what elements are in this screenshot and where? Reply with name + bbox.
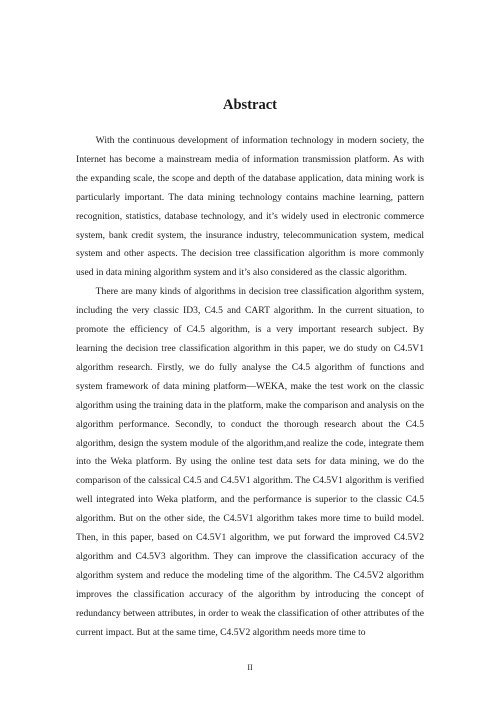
abstract-paragraph-2: There are many kinds of algorithms in decision tree classification algorithm system, including the very classic ID3, C4.5 and CART algorithm. In the current situation, to promote the efficiency of C4.5 algorithm, is a very important research subject. By learning the decision tree classification algorithm in this paper, we do study on C4.5V1 algorithm research. Firstly, we do fully analyse the C4.5 algorithm of functions and system framework of data mining platform—WEKA, make the test work on the classic algorithm using the training data in the platform, make the comparison and analysis on the algorithm performance. Secondly, to conduct the thorough research about the C4.5 algorithm, design the system module of the algorithm,and realize the code, integrate them into the Weka platform. By using the online test data sets for data mining, we do the comparison of the calssical C4.5 and C4.5V1 algorithm. The C4.5V1 algorithm is verified well integrated into Weka platform, and the performance is superior to the classic C4.5 algorithm. But on the other side, the C4.5V1 algorithm takes more time to build model. Then, in this paper, based on C4.5V1 algorithm, we put forward the improved C4.5V2 algorithm and C4.5V3 algorithm. They can improve the classification accuracy of the algorithm system and reduce the modeling time of the algorithm. The C4.5V2 algorithm improves the classification accuracy of the algorithm by introducing the concept of redundancy between attributes, in order to weak the classification of other attributes of the current impact. But at the same time, C4.5V2 algorithm needs more time to [76, 286, 424, 638]
abstract-body [76, 132, 424, 642]
page-number: II [247, 663, 253, 672]
abstract-title: Abstract [223, 97, 277, 113]
abstract-paragraph-1: With the continuous development of information technology in modern society, the Internet has become a mainstream media of information transmission platform. As with the expanding scale, the scope and depth of the database application, data mining work is particularly important. The data mining technology contains machine learning, pattern recognition, statistics, database technology, and it’s widely used in electronic commerce system, bank credit system, the insurance industry, telecommunication system, medical system and other aspects. The decision tree classification algorithm is more commonly used in data mining algorithm system and it’s also considered as the classic algorithm. [76, 135, 424, 279]
